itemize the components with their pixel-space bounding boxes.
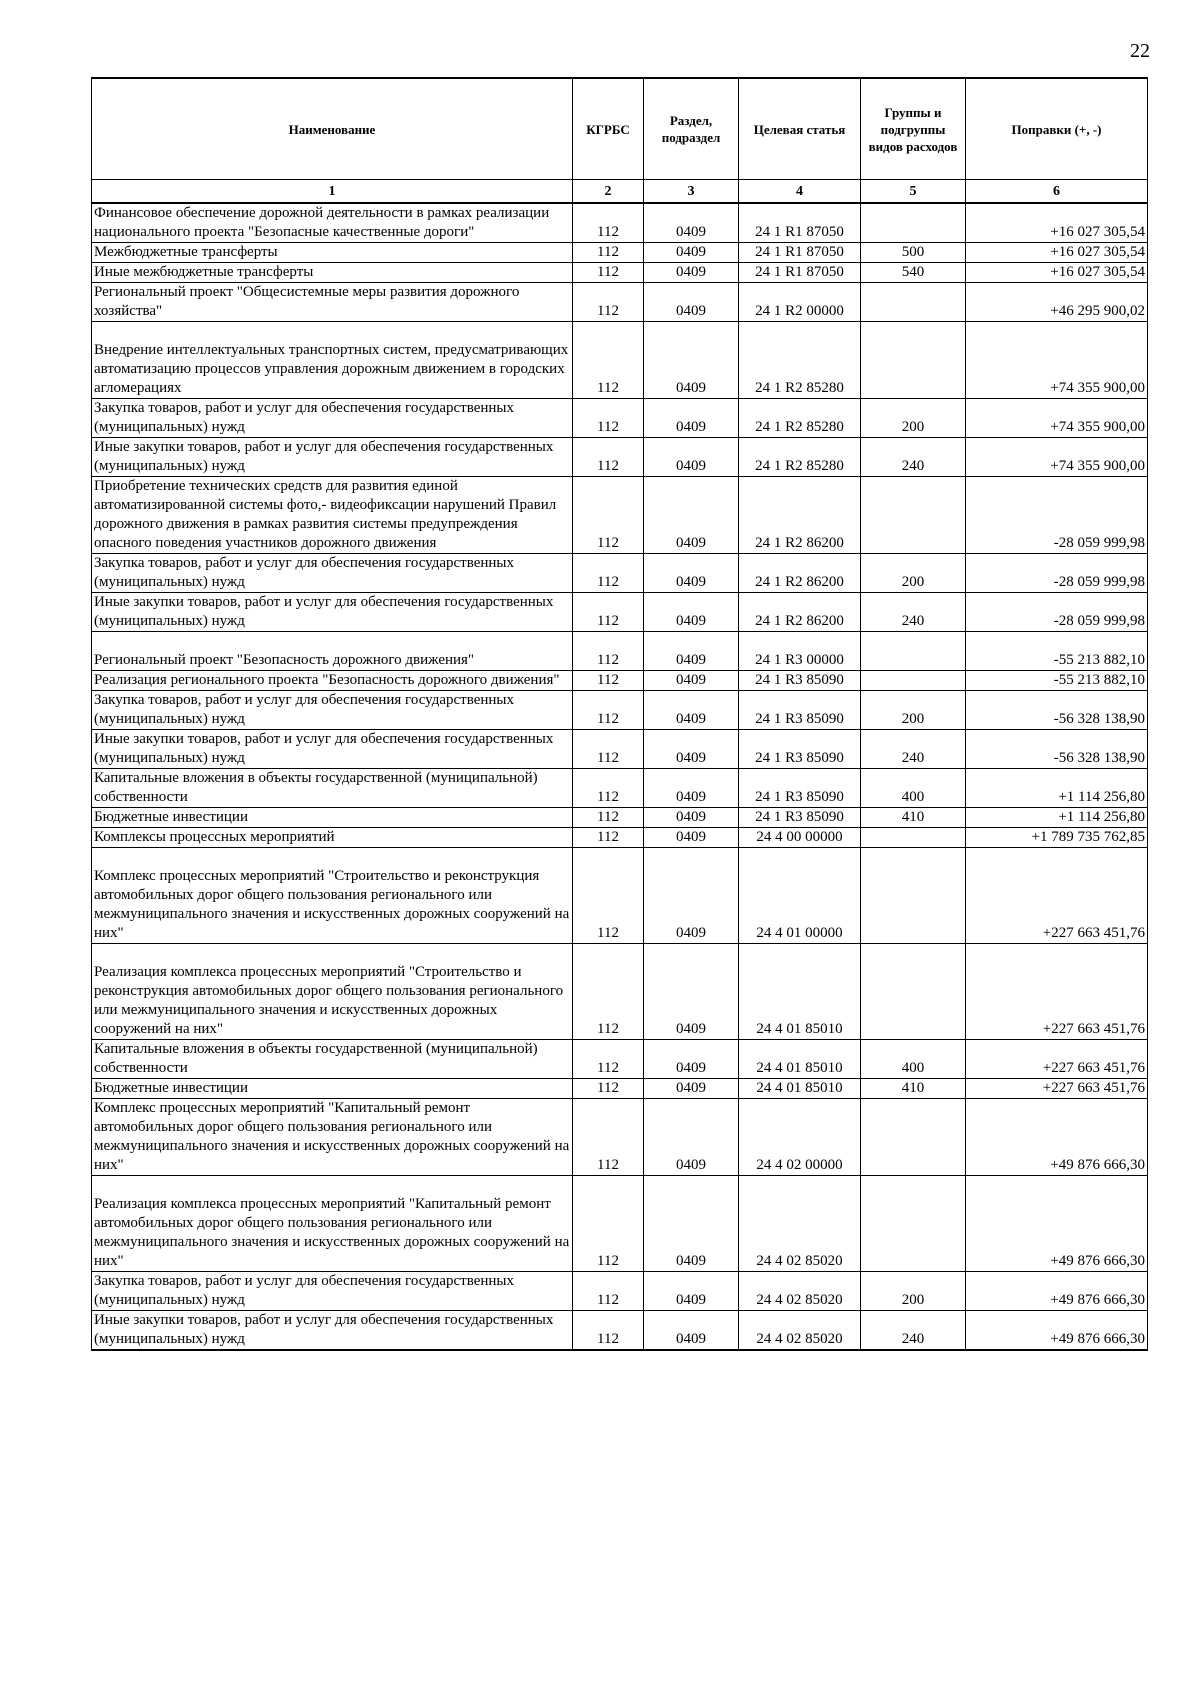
row-name: Иные закупки товаров, работ и услуг для обеспечения государственных (муниципальных) нужд — [92, 593, 573, 632]
row-expense-group — [861, 848, 966, 944]
row-amount: +16 027 305,54 — [966, 243, 1148, 263]
row-amount: +74 355 900,00 — [966, 438, 1148, 477]
row-kgrbs: 112 — [573, 283, 644, 322]
row-target-article: 24 1 R3 85090 — [739, 730, 861, 769]
row-section: 0409 — [644, 828, 739, 848]
table-row — [92, 477, 1148, 554]
row-name: Закупка товаров, работ и услуг для обеспечения государственных (муниципальных) нужд — [92, 554, 573, 593]
row-kgrbs: 112 — [573, 1040, 644, 1079]
header-expense-group: Группы и подгруппы видов расходов — [861, 78, 966, 180]
table-row — [92, 554, 1148, 593]
row-amount: +74 355 900,00 — [966, 322, 1148, 399]
column-number-row — [92, 180, 1148, 204]
table-row — [92, 243, 1148, 263]
table-row — [92, 730, 1148, 769]
table-row — [92, 1099, 1148, 1176]
row-target-article: 24 1 R3 00000 — [739, 632, 861, 671]
row-kgrbs: 112 — [573, 322, 644, 399]
row-kgrbs: 112 — [573, 554, 644, 593]
row-expense-group: 410 — [861, 808, 966, 828]
row-amount: +49 876 666,30 — [966, 1311, 1148, 1351]
row-target-article: 24 4 02 85020 — [739, 1272, 861, 1311]
row-section: 0409 — [644, 263, 739, 283]
row-expense-group — [861, 477, 966, 554]
row-expense-group: 410 — [861, 1079, 966, 1099]
row-name: Иные закупки товаров, работ и услуг для обеспечения государственных (муниципальных) нужд — [92, 438, 573, 477]
row-kgrbs: 112 — [573, 730, 644, 769]
table-row — [92, 808, 1148, 828]
row-target-article: 24 1 R2 85280 — [739, 399, 861, 438]
row-target-article: 24 1 R2 00000 — [739, 283, 861, 322]
row-kgrbs: 112 — [573, 808, 644, 828]
row-target-article: 24 4 02 85020 — [739, 1311, 861, 1351]
row-expense-group: 240 — [861, 593, 966, 632]
row-section: 0409 — [644, 283, 739, 322]
row-section: 0409 — [644, 848, 739, 944]
row-target-article: 24 4 01 85010 — [739, 944, 861, 1040]
row-target-article: 24 1 R1 87050 — [739, 263, 861, 283]
row-name: Приобретение технических средств для развития единой автоматизированной системы фото,- видеофиксации нарушений Правил дорожного движения в рамках развития системы предупреждения опасного поведения участников дорожного движения — [92, 477, 573, 554]
budget-amendments-table — [91, 77, 1148, 1351]
row-target-article: 24 1 R1 87050 — [739, 243, 861, 263]
row-target-article: 24 1 R2 85280 — [739, 322, 861, 399]
row-expense-group: 200 — [861, 399, 966, 438]
row-section: 0409 — [644, 730, 739, 769]
row-target-article: 24 4 01 00000 — [739, 848, 861, 944]
column-number: 4 — [739, 180, 861, 204]
row-target-article: 24 4 01 85010 — [739, 1079, 861, 1099]
table-row — [92, 828, 1148, 848]
row-name: Иные закупки товаров, работ и услуг для обеспечения государственных (муниципальных) нужд — [92, 1311, 573, 1351]
row-section: 0409 — [644, 243, 739, 263]
row-section: 0409 — [644, 438, 739, 477]
header-target-article: Целевая статья — [739, 78, 861, 180]
row-name: Региональный проект "Безопасность дорожного движения" — [92, 632, 573, 671]
row-expense-group — [861, 828, 966, 848]
table-row — [92, 944, 1148, 1040]
row-amount: +16 027 305,54 — [966, 203, 1148, 243]
table-row — [92, 632, 1148, 671]
row-section: 0409 — [644, 1176, 739, 1272]
row-target-article: 24 1 R2 85280 — [739, 438, 861, 477]
row-kgrbs: 112 — [573, 1311, 644, 1351]
row-expense-group: 240 — [861, 730, 966, 769]
row-expense-group: 400 — [861, 1040, 966, 1079]
row-kgrbs: 112 — [573, 203, 644, 243]
row-kgrbs: 112 — [573, 848, 644, 944]
row-amount: -28 059 999,98 — [966, 554, 1148, 593]
row-section: 0409 — [644, 671, 739, 691]
table-row — [92, 691, 1148, 730]
row-name: Региональный проект "Общесистемные меры развития дорожного хозяйства" — [92, 283, 573, 322]
row-kgrbs: 112 — [573, 944, 644, 1040]
row-kgrbs: 112 — [573, 1176, 644, 1272]
row-expense-group — [861, 1176, 966, 1272]
row-expense-group: 540 — [861, 263, 966, 283]
row-name: Бюджетные инвестиции — [92, 808, 573, 828]
row-kgrbs: 112 — [573, 671, 644, 691]
row-amount: -28 059 999,98 — [966, 477, 1148, 554]
row-kgrbs: 112 — [573, 593, 644, 632]
table-row — [92, 203, 1148, 243]
table-row — [92, 1040, 1148, 1079]
header-amendment: Поправки (+, -) — [966, 78, 1148, 180]
row-amount: +1 114 256,80 — [966, 769, 1148, 808]
row-section: 0409 — [644, 691, 739, 730]
row-kgrbs: 112 — [573, 1272, 644, 1311]
row-section: 0409 — [644, 808, 739, 828]
row-amount: -56 328 138,90 — [966, 730, 1148, 769]
row-name: Комплекс процессных мероприятий "Строительство и реконструкция автомобильных дорог общего пользования регионального или межмуниципального значения и искусственных дорожных сооружений на них" — [92, 848, 573, 944]
row-section: 0409 — [644, 769, 739, 808]
row-amount: +49 876 666,30 — [966, 1099, 1148, 1176]
row-name: Иные межбюджетные трансферты — [92, 263, 573, 283]
column-number: 6 — [966, 180, 1148, 204]
row-expense-group: 240 — [861, 438, 966, 477]
row-section: 0409 — [644, 322, 739, 399]
row-amount: -28 059 999,98 — [966, 593, 1148, 632]
column-number: 3 — [644, 180, 739, 204]
row-name: Внедрение интеллектуальных транспортных систем, предусматривающих автоматизацию процессов управления дорожным движением в городских агломерациях — [92, 322, 573, 399]
row-expense-group — [861, 632, 966, 671]
row-expense-group — [861, 1099, 966, 1176]
row-kgrbs: 112 — [573, 438, 644, 477]
header-section: Раздел, подраздел — [644, 78, 739, 180]
row-name: Иные закупки товаров, работ и услуг для обеспечения государственных (муниципальных) нужд — [92, 730, 573, 769]
row-kgrbs: 112 — [573, 691, 644, 730]
row-expense-group — [861, 322, 966, 399]
table-row — [92, 283, 1148, 322]
row-target-article: 24 1 R2 86200 — [739, 593, 861, 632]
header-kgrbs: КГРБС — [573, 78, 644, 180]
row-section: 0409 — [644, 1272, 739, 1311]
row-name: Реализация регионального проекта "Безопасность дорожного движения" — [92, 671, 573, 691]
table-row — [92, 263, 1148, 283]
row-amount: +16 027 305,54 — [966, 263, 1148, 283]
row-expense-group — [861, 203, 966, 243]
row-target-article: 24 1 R2 86200 — [739, 477, 861, 554]
table-row — [92, 438, 1148, 477]
row-amount: +227 663 451,76 — [966, 1040, 1148, 1079]
row-target-article: 24 4 00 00000 — [739, 828, 861, 848]
row-expense-group — [861, 944, 966, 1040]
header-name: Наименование — [92, 78, 573, 180]
row-kgrbs: 112 — [573, 263, 644, 283]
row-name: Комплекс процессных мероприятий "Капитальный ремонт автомобильных дорог общего пользования регионального или межмуниципального значения и искусственных дорожных сооружений на них" — [92, 1099, 573, 1176]
row-kgrbs: 112 — [573, 828, 644, 848]
row-target-article: 24 1 R1 87050 — [739, 203, 861, 243]
row-expense-group — [861, 671, 966, 691]
row-section: 0409 — [644, 593, 739, 632]
row-target-article: 24 1 R3 85090 — [739, 671, 861, 691]
row-section: 0409 — [644, 632, 739, 671]
table-row — [92, 769, 1148, 808]
table-row — [92, 1311, 1148, 1351]
row-target-article: 24 4 01 85010 — [739, 1040, 861, 1079]
table-row — [92, 322, 1148, 399]
row-section: 0409 — [644, 1040, 739, 1079]
row-target-article: 24 1 R3 85090 — [739, 769, 861, 808]
row-expense-group: 240 — [861, 1311, 966, 1351]
table-row — [92, 1079, 1148, 1099]
row-name: Закупка товаров, работ и услуг для обеспечения государственных (муниципальных) нужд — [92, 1272, 573, 1311]
row-name: Закупка товаров, работ и услуг для обеспечения государственных (муниципальных) нужд — [92, 399, 573, 438]
header-row — [92, 78, 1148, 180]
row-name: Бюджетные инвестиции — [92, 1079, 573, 1099]
row-target-article: 24 1 R2 86200 — [739, 554, 861, 593]
row-section: 0409 — [644, 944, 739, 1040]
row-amount: +46 295 900,02 — [966, 283, 1148, 322]
row-target-article: 24 4 02 00000 — [739, 1099, 861, 1176]
row-kgrbs: 112 — [573, 632, 644, 671]
row-amount: +227 663 451,76 — [966, 1079, 1148, 1099]
table-row — [92, 671, 1148, 691]
row-name: Капитальные вложения в объекты государственной (муниципальной) собственности — [92, 1040, 573, 1079]
table-row — [92, 1272, 1148, 1311]
row-amount: +227 663 451,76 — [966, 944, 1148, 1040]
row-expense-group: 200 — [861, 554, 966, 593]
row-expense-group: 200 — [861, 691, 966, 730]
row-target-article: 24 1 R3 85090 — [739, 808, 861, 828]
row-section: 0409 — [644, 1311, 739, 1351]
row-section: 0409 — [644, 554, 739, 593]
row-amount: +74 355 900,00 — [966, 399, 1148, 438]
row-name: Реализация комплекса процессных мероприятий "Капитальный ремонт автомобильных дорог общего пользования регионального или межмуниципального значения и искусственных дорожных сооружений на них" — [92, 1176, 573, 1272]
row-amount: -56 328 138,90 — [966, 691, 1148, 730]
page-number: 22 — [1130, 40, 1150, 62]
row-target-article: 24 1 R3 85090 — [739, 691, 861, 730]
row-expense-group: 200 — [861, 1272, 966, 1311]
row-amount: +49 876 666,30 — [966, 1176, 1148, 1272]
table-row — [92, 1176, 1148, 1272]
row-amount: +1 789 735 762,85 — [966, 828, 1148, 848]
row-kgrbs: 112 — [573, 1099, 644, 1176]
row-kgrbs: 112 — [573, 243, 644, 263]
column-number: 2 — [573, 180, 644, 204]
table-row — [92, 399, 1148, 438]
row-name: Финансовое обеспечение дорожной деятельности в рамках реализации национального проекта "Безопасные качественные дороги" — [92, 203, 573, 243]
row-name: Капитальные вложения в объекты государственной (муниципальной) собственности — [92, 769, 573, 808]
table-row — [92, 848, 1148, 944]
table-body — [92, 203, 1148, 1350]
row-expense-group: 400 — [861, 769, 966, 808]
row-expense-group — [861, 283, 966, 322]
row-section: 0409 — [644, 203, 739, 243]
row-kgrbs: 112 — [573, 477, 644, 554]
row-kgrbs: 112 — [573, 769, 644, 808]
row-section: 0409 — [644, 399, 739, 438]
row-target-article: 24 4 02 85020 — [739, 1176, 861, 1272]
row-kgrbs: 112 — [573, 399, 644, 438]
column-number: 5 — [861, 180, 966, 204]
row-section: 0409 — [644, 477, 739, 554]
column-number: 1 — [92, 180, 573, 204]
row-amount: +227 663 451,76 — [966, 848, 1148, 944]
row-section: 0409 — [644, 1099, 739, 1176]
row-name: Комплексы процессных мероприятий — [92, 828, 573, 848]
table-row — [92, 593, 1148, 632]
row-name: Закупка товаров, работ и услуг для обеспечения государственных (муниципальных) нужд — [92, 691, 573, 730]
row-section: 0409 — [644, 1079, 739, 1099]
row-amount: -55 213 882,10 — [966, 632, 1148, 671]
row-name: Реализация комплекса процессных мероприятий "Строительство и реконструкция автомобильных дорог общего пользования регионального или межмуниципального значения и искусственных дорожных сооружений на них" — [92, 944, 573, 1040]
row-expense-group: 500 — [861, 243, 966, 263]
row-amount: +1 114 256,80 — [966, 808, 1148, 828]
row-kgrbs: 112 — [573, 1079, 644, 1099]
row-name: Межбюджетные трансферты — [92, 243, 573, 263]
row-amount: +49 876 666,30 — [966, 1272, 1148, 1311]
row-amount: -55 213 882,10 — [966, 671, 1148, 691]
